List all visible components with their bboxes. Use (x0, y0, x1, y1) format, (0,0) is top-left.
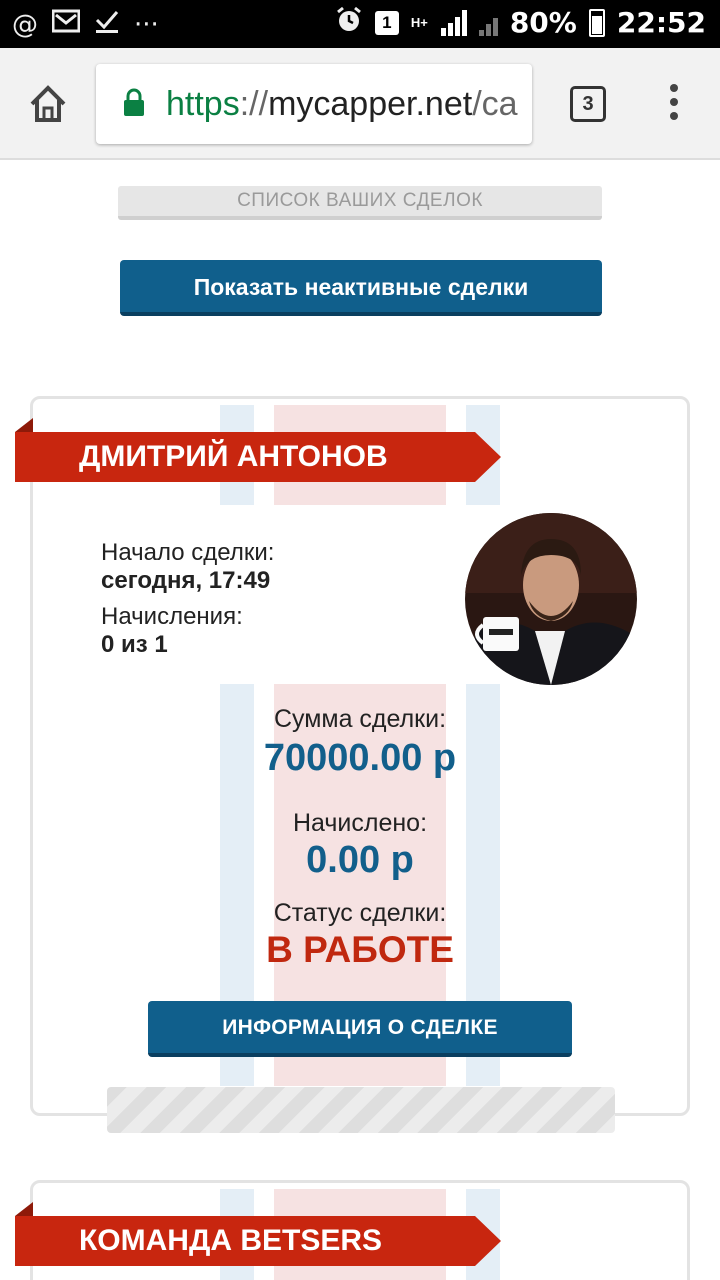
accruals-value: 0 из 1 (101, 631, 168, 658)
home-icon (26, 82, 70, 126)
battery-icon (589, 9, 605, 37)
deal-start-value: сегодня, 17:49 (101, 567, 271, 594)
address-bar[interactable] (96, 64, 532, 144)
lock-icon (122, 88, 146, 116)
accruals-label: Начисления: (101, 603, 243, 630)
deal-card (30, 1180, 690, 1280)
sim-slot-badge: 1 (375, 11, 399, 35)
home-button[interactable] (26, 82, 70, 126)
url-separator: :// (239, 85, 269, 123)
mail-icon (52, 9, 80, 41)
system-icons (335, 6, 706, 39)
accrued-value: 0.00 р (306, 839, 414, 881)
url-text (166, 82, 518, 126)
deal-sum-label: Сумма сделки: (273, 705, 447, 733)
accrued-label: Начислено: (292, 809, 428, 837)
deal-start-label: Начало сделки: (101, 539, 275, 566)
deal-card (30, 396, 690, 1116)
signal-strength-secondary-icon (479, 10, 498, 36)
deal-owner-ribbon: ДМИТРИЙ АНТОНОВ (15, 432, 475, 482)
tab-switcher-button[interactable]: 3 (570, 86, 606, 122)
deal-status-label: Статус сделки: (273, 899, 447, 927)
page-content (0, 160, 720, 1280)
signal-strength-icon (441, 10, 467, 36)
notification-icons (12, 8, 159, 42)
deal-progress-bar (107, 1087, 615, 1133)
more-notifications-icon: ··· (134, 10, 159, 40)
deal-sum-value: 70000.00 р (263, 737, 457, 779)
deal-status-value: В РАБОТЕ (266, 929, 454, 970)
battery-percent: 80% (509, 6, 577, 39)
overflow-menu-button[interactable] (664, 84, 684, 128)
deal-owner-ribbon: КОМАНДА BETSERS (15, 1216, 475, 1266)
capper-avatar (465, 513, 637, 685)
url-host: mycapper.net (268, 85, 473, 123)
url-path: /ca (472, 85, 518, 123)
browser-toolbar (0, 48, 720, 160)
alarm-icon (335, 6, 363, 39)
clock: 22:52 (616, 6, 706, 39)
network-type-label: H+ (410, 15, 428, 30)
deals-list-header: СПИСОК ВАШИХ СДЕЛОК (118, 186, 602, 220)
at-sign-icon: @ (12, 10, 38, 40)
status-bar (0, 0, 720, 48)
menu-dots-icon (670, 84, 678, 92)
url-scheme: https (166, 85, 240, 123)
deal-info-button[interactable]: ИНФОРМАЦИЯ О СДЕЛКЕ (148, 1001, 572, 1057)
show-inactive-deals-button[interactable]: Показать неактивные сделки (120, 260, 602, 316)
checkmark-icon (94, 8, 120, 42)
